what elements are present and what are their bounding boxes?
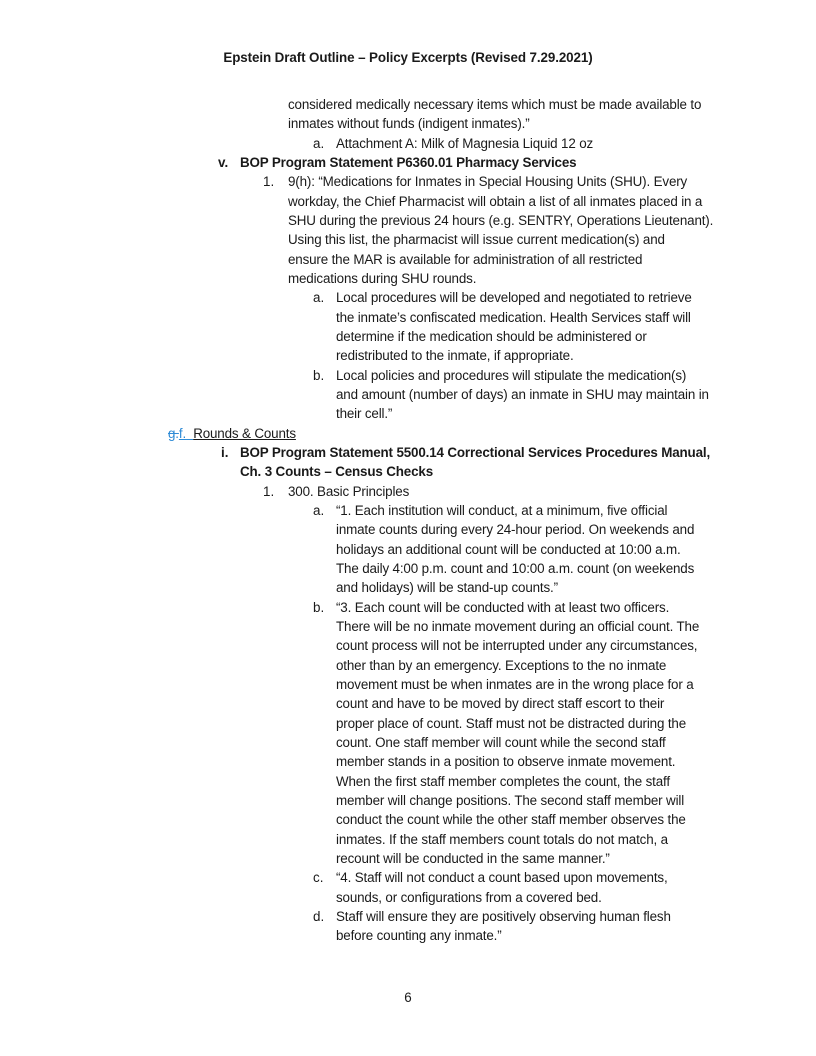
list-item-text: Attachment A: Milk of Magnesia Liquid 12 oz <box>336 136 594 151</box>
list-item-text: Staff will ensure they are positively observing human flesh <box>336 909 671 924</box>
section-title: Rounds & Counts <box>193 426 296 441</box>
list-item-text: other than by an emergency. Exceptions to the no inmate <box>336 658 667 673</box>
list-item-text: “3. Each count will be conducted with at least two officers. <box>336 600 670 615</box>
list-item-text: their cell.” <box>336 406 393 421</box>
section-marker: v. <box>218 155 229 170</box>
section-marker: i. <box>221 445 229 460</box>
list-item-text: before counting any inmate.” <box>336 928 502 943</box>
list-item-text: conduct the count while the other staff member observes the <box>336 812 686 827</box>
section-heading: BOP Program Statement 5500.14 Correctional Services Procedures Manual, <box>240 445 711 460</box>
body-text-line: considered medically necessary items which must be made available to <box>288 97 702 112</box>
tracked-deletion-marker: g. <box>168 426 179 441</box>
list-marker: a. <box>313 290 325 305</box>
list-item-text: There will be no inmate movement during an official count. The <box>336 619 700 634</box>
list-marker: a. <box>313 503 325 518</box>
list-marker: a. <box>313 136 325 151</box>
list-item-text: inmate counts during every 24-hour period. On weekends and <box>336 522 695 537</box>
tracked-insertion-marker: f. <box>178 426 187 441</box>
list-item-text: count process will not be interrupted under any circumstances, <box>336 638 698 653</box>
list-item-text: proper place of count. Staff must not be distracted during the <box>336 716 686 731</box>
page-number: 6 <box>404 990 412 1005</box>
list-item-text: “1. Each institution will conduct, at a minimum, five official <box>336 503 668 518</box>
list-item-text: ensure the MAR is available for administration of all restricted <box>288 252 643 267</box>
list-item-text: and amount (number of days) an inmate in SHU may maintain in <box>336 387 709 402</box>
list-item-text: the inmate’s confiscated medication. Health Services staff will <box>336 310 691 325</box>
section-heading: Ch. 3 Counts – Census Checks <box>240 464 433 479</box>
list-item-text: redistributed to the inmate, if appropriate. <box>336 348 574 363</box>
list-item-text: holidays an additional count will be conducted at 10:00 a.m. <box>336 542 681 557</box>
list-item-text: “4. Staff will not conduct a count based upon movements, <box>336 870 668 885</box>
body-text-line: inmates without funds (indigent inmates).” <box>288 116 530 131</box>
list-item-text: 9(h): “Medications for Inmates in Special Housing Units (SHU). Every <box>288 174 688 189</box>
list-item-text: medications during SHU rounds. <box>288 271 477 286</box>
list-item-text: member will change positions. The second staff member will <box>336 793 685 808</box>
section-heading-rounds-counts <box>168 424 296 443</box>
list-item-text: workday, the Chief Pharmacist will obtain a list of all inmates placed in a <box>288 194 703 209</box>
list-item-text: and holidays) will be stand-up counts.” <box>336 580 558 595</box>
list-item-text: The daily 4:00 p.m. count and 10:00 a.m. count (on weekends <box>336 561 695 576</box>
list-item-text: sounds, or configurations from a covered bed. <box>336 890 602 905</box>
list-item-text: SHU during the previous 24 hours (e.g. SENTRY, Operations Lieutenant). <box>288 213 714 228</box>
list-item-text: Local procedures will be developed and negotiated to retrieve <box>336 290 692 305</box>
list-item-text: When the first staff member completes the count, the staff <box>336 774 670 789</box>
list-item-text: movement must be when inmates are in the wrong place for a <box>336 677 694 692</box>
list-marker: 1. <box>263 174 275 189</box>
page-header: Epstein Draft Outline – Policy Excerpts (Revised 7.29.2021) <box>223 50 593 65</box>
list-marker: 1. <box>263 484 275 499</box>
list-item-text: count. One staff member will count while the second staff <box>336 735 666 750</box>
list-marker: c. <box>313 870 324 885</box>
list-item-text: member stands in a position to observe inmate movement. <box>336 754 676 769</box>
list-marker: b. <box>313 368 325 383</box>
list-item-text: Local policies and procedures will stipulate the medication(s) <box>336 368 687 383</box>
list-item-text: count and have to be moved by direct staff escort to their <box>336 696 665 711</box>
list-item-text: Using this list, the pharmacist will issue current medication(s) and <box>288 232 665 247</box>
list-marker: b. <box>313 600 325 615</box>
list-item-text: inmates. If the staff members count totals do not match, a <box>336 832 668 847</box>
list-item-text: determine if the medication should be administered or <box>336 329 647 344</box>
list-item-text: 300. Basic Principles <box>288 484 410 499</box>
list-item-text: recount will be conducted in the same manner.” <box>336 851 610 866</box>
list-marker: d. <box>313 909 325 924</box>
section-heading: BOP Program Statement P6360.01 Pharmacy Services <box>240 155 577 170</box>
